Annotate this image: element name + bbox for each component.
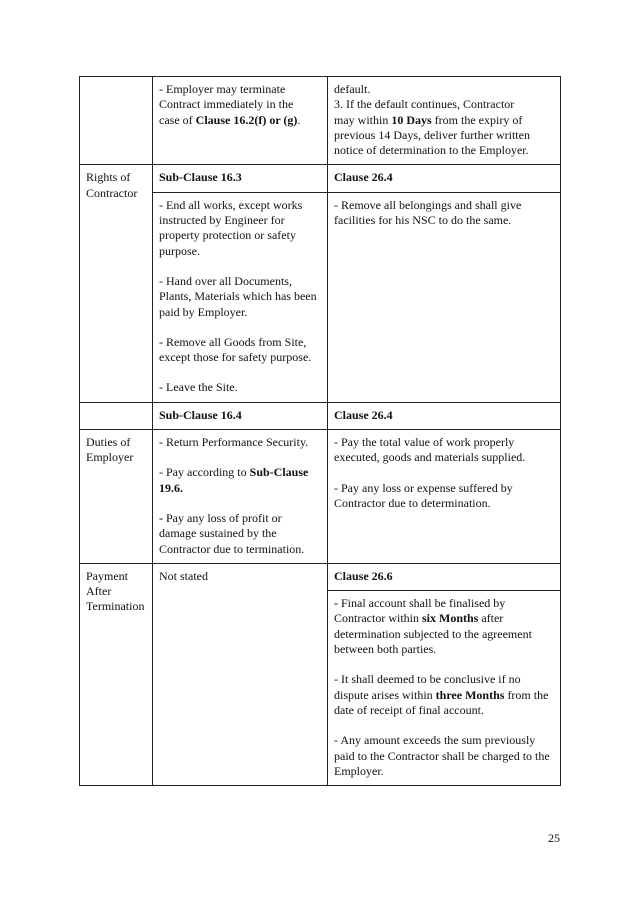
row-label-text: After — [86, 584, 112, 599]
bold-dash: - — [159, 510, 163, 525]
fidic-heading-cell — [153, 165, 328, 192]
list-item: - Pay according to — [159, 465, 250, 480]
pwd-cell — [328, 430, 561, 564]
list-item: Pay any loss of profit or damage sustained by the Contractor due to termination. — [159, 510, 305, 556]
period-emphasis: six Months — [421, 611, 479, 626]
period-emphasis: 10 Days — [391, 112, 432, 127]
fidic-cell — [153, 77, 328, 165]
row-label-text: Payment — [86, 568, 128, 583]
pwd-cell — [328, 192, 561, 402]
row-label-text: Termination — [86, 599, 145, 614]
pwd-cell — [328, 591, 561, 786]
clause-heading: Sub-Clause 16.4 — [159, 407, 242, 422]
row-label-payment-after-termination — [80, 563, 153, 785]
list-item: - Hand over all Documents, Plants, Materials which has been paid by Employer. — [159, 273, 317, 319]
fidic-text: Contract immediately in the — [159, 97, 294, 112]
fidic-text: . — [297, 112, 301, 127]
pwd-text: from the expiry of — [431, 112, 523, 127]
table-row-payment-heading — [80, 563, 561, 590]
list-item: - Pay any loss or expense suffered by Contractor due to determination. — [334, 480, 513, 510]
bold-dash: - — [334, 596, 338, 611]
row-label-duties-of-employer: Duties of Employer — [80, 430, 153, 564]
fidic-cell — [153, 563, 328, 785]
fidic-cell — [153, 192, 328, 402]
fidic-cell — [153, 430, 328, 564]
row-label-rights-of-contractor: Rights of Contractor — [80, 165, 153, 402]
pwd-cell — [328, 77, 561, 165]
clause-reference: Sub-Clause 19.6. — [159, 465, 309, 495]
clause-heading: Clause 26.6 — [334, 568, 393, 583]
table-row-continued — [80, 77, 561, 165]
clause-heading: Clause 26.4 — [334, 407, 393, 422]
pwd-text: may within — [334, 112, 392, 127]
clause-reference: Clause 16.2(f) or (g) — [195, 112, 298, 127]
fidic-text: case of — [159, 112, 196, 127]
pwd-text: default. — [334, 82, 371, 96]
clause-heading: Sub-Clause 16.3 — [159, 170, 242, 185]
table-row-rights-content — [80, 192, 561, 402]
table-row-rights-heading — [80, 165, 561, 192]
table-row-duties-content — [80, 430, 561, 564]
list-item: - Remove all belongings and shall give facilities for his NSC to do the same. — [334, 197, 522, 228]
pwd-heading-cell — [328, 563, 561, 590]
list-item: - Return Performance Security. — [159, 435, 309, 450]
clause-heading: Clause 26.4 — [334, 170, 393, 185]
list-item: Final account shall be finalised by Contractor within — [334, 596, 506, 626]
list-item: - Leave the Site. — [159, 380, 238, 395]
pwd-text: previous 14 Days, deliver further written — [334, 127, 530, 142]
fidic-heading-cell — [153, 402, 328, 429]
period-emphasis: three Months — [435, 687, 505, 702]
table-row-duties-heading — [80, 402, 561, 429]
row-label-cell — [80, 77, 153, 165]
pwd-text: notice of determination to the Employer. — [334, 143, 529, 158]
list-item: - Pay the total value of work properly executed, goods and materials supplied. — [334, 435, 526, 465]
list-item: - Remove all Goods from Site, except those for safety purpose. — [159, 334, 312, 365]
row-label-cell — [80, 402, 153, 429]
list-item: after determination subjected to the agreement between both parties. — [334, 611, 532, 657]
pwd-text: 3. If the default continues, Contractor — [334, 97, 515, 112]
page-number: 25 — [548, 831, 560, 845]
list-item: - End all works, except works instructed by Engineer for property protection or safety purpose. — [159, 197, 303, 258]
pwd-heading-cell — [328, 165, 561, 192]
list-item: - Any amount exceeds the sum previously paid to the Contractor shall be charged to the Employer. — [334, 733, 550, 778]
pwd-heading-cell — [328, 402, 561, 429]
list-item: from the date of receipt of final account. — [334, 687, 549, 717]
list-item: - It shall deemed to be conclusive if no dispute arises within — [334, 672, 521, 702]
not-stated-text: Not stated — [159, 568, 208, 583]
termination-comparison-table — [79, 76, 561, 786]
fidic-text: - Employer may terminate — [159, 82, 286, 96]
